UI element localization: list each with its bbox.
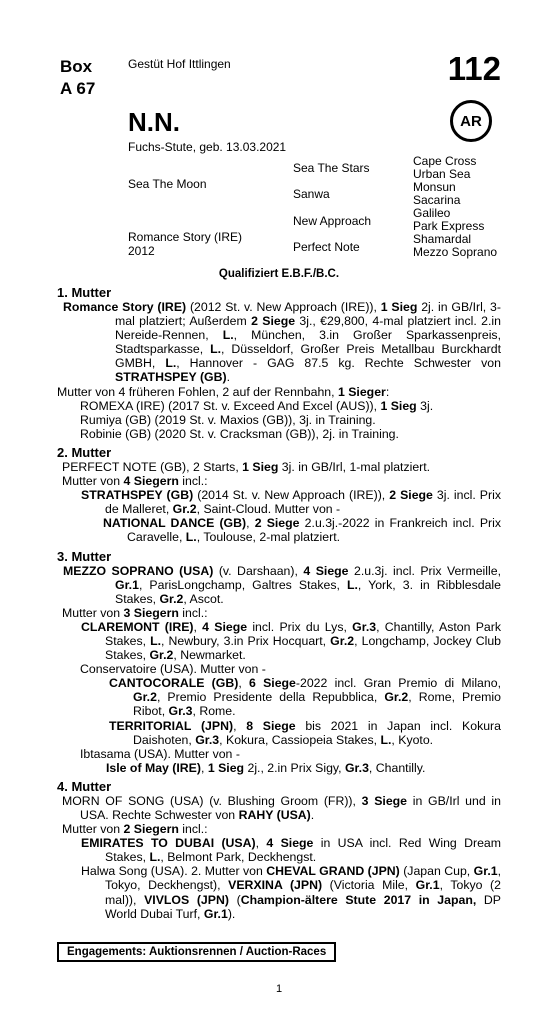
pedigree-ggs: Sacarina: [413, 193, 461, 207]
pedigree-ggs-list: [413, 155, 497, 259]
horse-name: N.N.: [128, 107, 180, 137]
produce-item: ROMEXA (IRE) (2017 St. v. Exceed And Excel (AUS)), 1 Sieg 3j.: [80, 398, 434, 413]
grand-produce-item: NATIONAL DANCE (GB), 2 Siege 2.u.3j.-2022 in Frankreich incl. Prix Caravelle, L., Toulouse, 2-mal platziert.: [103, 516, 501, 545]
pedigree-gs2: Sanwa: [293, 187, 330, 201]
section-second-dam: [57, 445, 501, 545]
produce-item: Robinie (GB) (2020 St. v. Cracksman (GB)), 2j. in Training.: [80, 426, 399, 441]
pedigree-ggs: Shamardal: [413, 232, 472, 246]
pedigree-ggs: Mezzo Soprano: [413, 245, 498, 259]
ar-badge-text: AR: [460, 112, 482, 130]
pedigree-gs3: New Approach: [293, 214, 372, 228]
pedigree-dam: Romance Story (IRE): [128, 230, 243, 244]
grand-produce-item: Isle of May (IRE), 1 Sieg 2j., 2.in Prix Sigy, Gr.3, Chantilly.: [106, 760, 426, 775]
engagements-box: Engagements: Auktionsrennen / Auction-Races: [57, 942, 336, 962]
horse-description: Fuchs-Stute, geb. 13.03.2021: [128, 140, 287, 154]
pedigree-gs1: Sea The Stars: [293, 161, 370, 175]
box-label: [60, 56, 95, 100]
breeder: Gestüt Hof Ittlingen: [128, 57, 231, 71]
pedigree-gs4: Perfect Note: [293, 240, 360, 254]
produce-item: Halwa Song (USA). 2. Mutter von CHEVAL GRAND (JPN) (Japan Cup, Gr.1, Tokyo, Deckhengst), VERXINA (JPN) (Victoria Mile, Gr.1, Tokyo (2 mal)), VIVLOS (JPN) (Champion-ältere Stute 2017 in Japan, DP World Dubai Turf, Gr.1).: [81, 864, 502, 921]
section-title: 2. Mutter: [57, 444, 112, 460]
pedigree-dam-year: 2012: [128, 244, 155, 258]
qualification: Qualifiziert E.B.F./B.C.: [218, 268, 340, 280]
grand-produce-item: TERRITORIAL (JPN), 8 Siege bis 2021 in Japan incl. Kokura Daishoten, Gr.3, Kokura, Cassiopeia Stakes, L., Kyoto.: [109, 718, 501, 747]
section-fourth-dam: [57, 779, 501, 921]
produce-summary: Mutter von 4 früheren Fohlen, 2 auf der Rennbahn, 1 Sieger:: [57, 384, 390, 399]
produce-summary: Mutter von 2 Siegern incl.:: [62, 822, 208, 837]
pedigree-ggs: Galileo: [413, 206, 451, 220]
produce-item: Rumiya (GB) (2019 St. v. Maxios (GB)), 3j. in Training.: [80, 412, 376, 427]
section-third-dam: [57, 549, 501, 775]
pedigree-ggs: Monsun: [413, 180, 456, 194]
page-number: 1: [275, 983, 283, 995]
catalogue-content: [57, 285, 501, 925]
pedigree-sire: Sea The Moon: [128, 177, 207, 191]
lot-number: 112: [447, 50, 501, 87]
produce-summary: Mutter von 3 Siegern incl.:: [62, 605, 208, 620]
section-title: 3. Mutter: [57, 548, 112, 564]
pedigree-ggs: Urban Sea: [413, 167, 471, 181]
dam-entry: PERFECT NOTE (GB), 2 Starts, 1 Sieg 3j. in GB/Irl, 1-mal platziert.: [62, 459, 431, 474]
section-title: 1. Mutter: [57, 285, 112, 300]
produce-item: CLAREMONT (IRE), 4 Siege incl. Prix du Lys, Gr.3, Chantilly, Aston Park Stakes, L., Newbury, 3.in Prix Hocquart, Gr.2, Longchamp, Jockey Club Stakes, Gr.2, Newmarket.: [81, 619, 501, 663]
section-title: 4. Mutter: [57, 778, 112, 794]
grand-produce-item: CANTOCORALE (GB), 6 Siege-2022 incl. Gran Premio di Milano, Gr.2, Premio Presidente della Repubblica, Gr.2, Rome, Premio Ribot, Gr.3, Rome.: [109, 676, 501, 719]
produce-item: Conservatoire (USA). Mutter von -: [80, 662, 266, 677]
section-first-dam: [57, 285, 501, 441]
ar-badge: [450, 100, 492, 142]
box-title: Box: [60, 57, 93, 76]
produce-item: STRATHSPEY (GB) (2014 St. v. New Approach (IRE)), 2 Siege 3j. incl. Prix de Malleret, Gr.2, Saint-Cloud. Mutter von -: [81, 488, 501, 517]
box-number: A 67: [60, 79, 96, 98]
pedigree-ggs: Cape Cross: [413, 154, 477, 168]
produce-item: EMIRATES TO DUBAI (USA), 4 Siege in USA incl. Red Wing Dream Stakes, L., Belmont Park, Deckhengst.: [81, 836, 501, 865]
dam-entry: Romance Story (IRE) (2012 St. v. New Approach (IRE)), 1 Sieg 2j. in GB/Irl, 3-mal platziert; Außerdem 2 Siege 3j., €29,800, 4-mal platziert incl. 2.in Nereide-Rennen, L., München, 3.in Großer Sparkassenpreis, Stadtsparkasse, L., Düsseldorf, Großer Preis Metallbau Burckhardt GMBH, L., Hannover - GAG 87.5 kg. Rechte Schwester von STRATHSPEY (GB).: [63, 300, 502, 385]
dam-entry: MEZZO SOPRANO (USA) (v. Darshaan), 4 Siege 2.u.3j. incl. Prix Vermeille, Gr.1, ParisLongchamp, Galtres Stakes, L., York, 3. in Ribblesdale Stakes, Gr.2, Ascot.: [63, 563, 502, 606]
dam-entry: MORN OF SONG (USA) (v. Blushing Groom (FR)), 3 Siege in GB/Irl und in USA. Rechte Schwester von RAHY (USA).: [62, 793, 501, 822]
pedigree-ggs: Park Express: [413, 219, 485, 233]
produce-summary: Mutter von 4 Siegern incl.:: [62, 474, 208, 489]
produce-item: Ibtasama (USA). Mutter von -: [80, 746, 240, 761]
